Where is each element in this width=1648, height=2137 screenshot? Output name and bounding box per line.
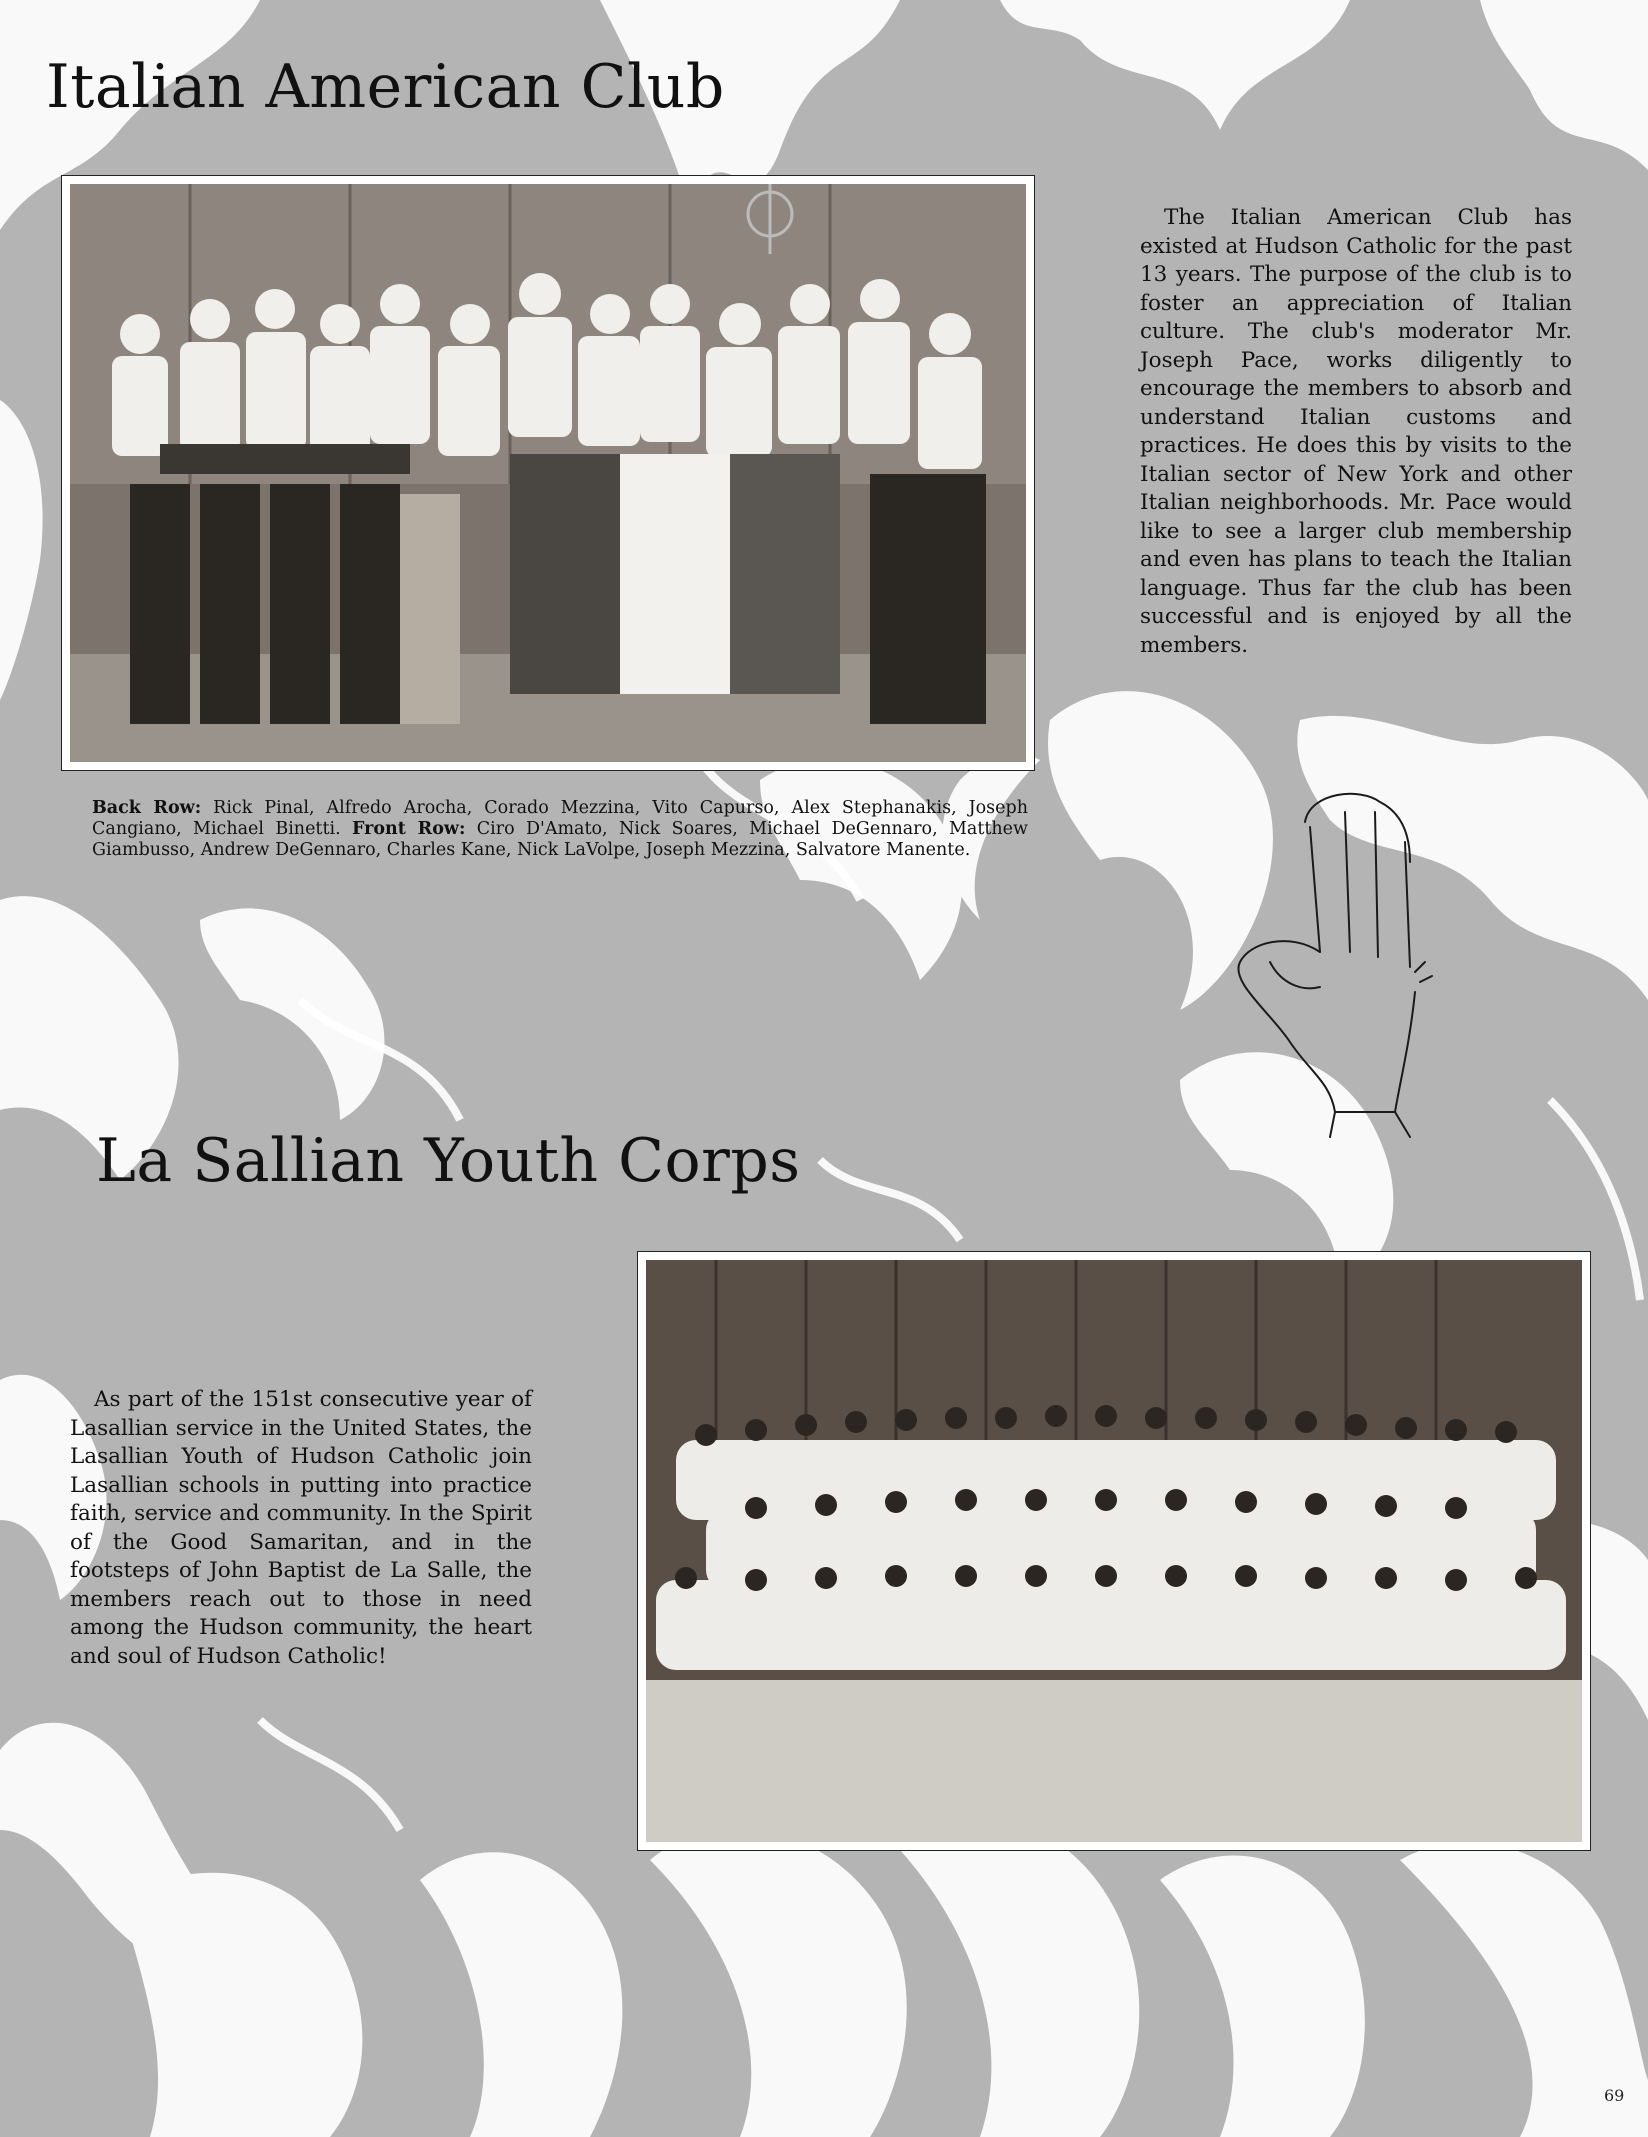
back-row-names: Rick Pinal, Alfredo Arocha, Corado Mezzina, Vito Capurso, Alex Stephanakis, Joseph Cangiano, Michael Binetti. — [92, 798, 1028, 839]
italian-club-photo — [62, 176, 1034, 770]
front-row-names: Ciro D'Amato, Nick Soares, Michael DeGennaro, Matthew Giambusso, Andrew DeGennaro, Charles Kane, Nick LaVolpe, Joseph Mezzina, Salvatore Manente. — [92, 819, 1028, 860]
lasallian-title: La Sallian Youth Corps — [96, 1126, 801, 1196]
lasallian-body-text: As part of the 151st consecutive year of Lasallian service in the United States, the Lasallian Youth of Hudson Catholic join Lasallian schools in putting into practice faith, service and community. In the Spirit of the Good Samaritan, and in the footsteps of John Baptist de La Salle, the members reach out to those in need among the Hudson community, the heart and soul of Hudson Catholic! — [70, 1387, 532, 1669]
front-row-label: Front Row: — [352, 819, 466, 839]
back-row-label: Back Row: — [92, 798, 202, 818]
italian-club-body-text: The Italian American Club has existed at Hudson Catholic for the past 13 years. The purpose of the club is to foster an appreciation of Italian culture. The club's moderator Mr. Joseph Pace, works diligently to encourage the members to absorb and understand Italian customs and practices. He does this by visits to the Italian sector of New York and other Italian neighborhoods. Mr. Pace would like to see a larger club membership and even has plans to teach the Italian language. Thus far the club has been successful and is enjoyed by all the members. — [1140, 205, 1572, 658]
lasallian-photo — [638, 1252, 1590, 1850]
page-number: 69 — [1604, 2086, 1625, 2105]
hand-sketch-illustration — [1210, 782, 1450, 1142]
lasallian-body — [70, 1386, 532, 1671]
italian-club-body — [1140, 204, 1572, 660]
italian-club-title: Italian American Club — [46, 52, 725, 122]
italian-club-caption — [92, 798, 1028, 861]
